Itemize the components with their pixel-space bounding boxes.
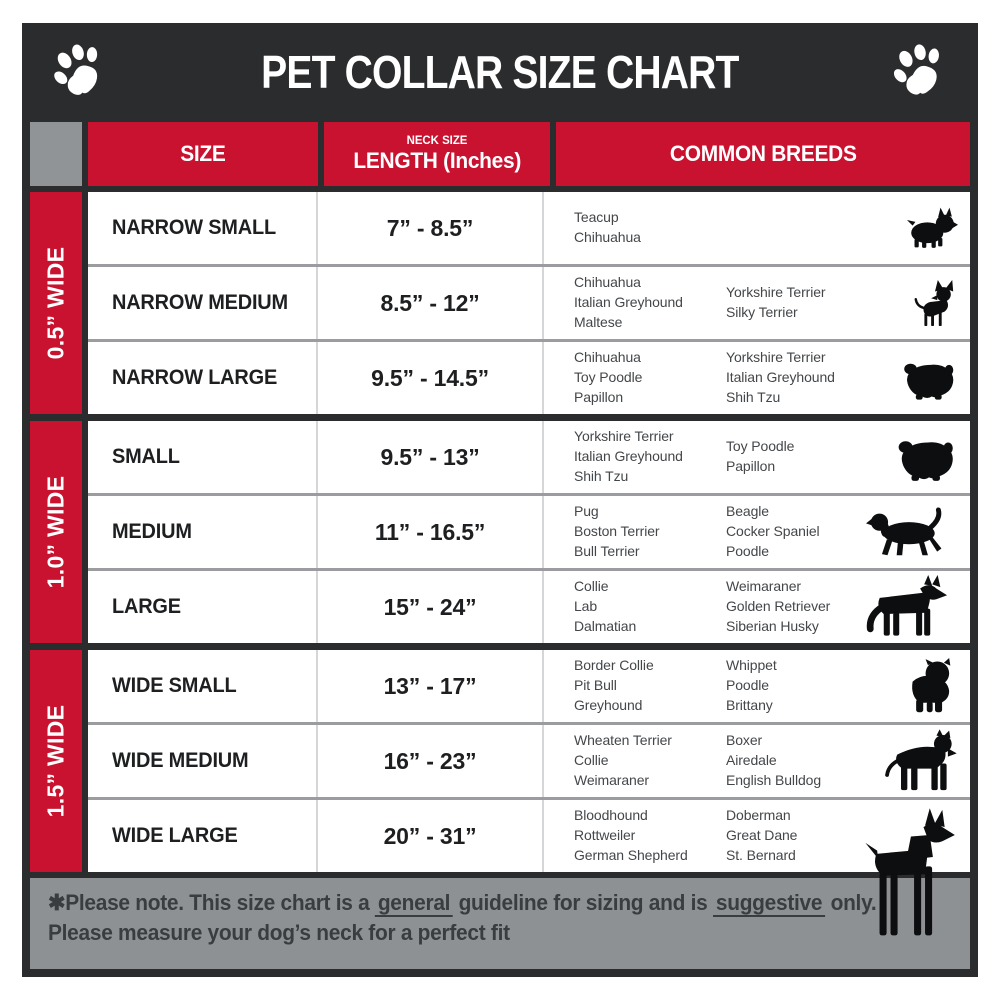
breed-name: Chihuahua xyxy=(574,349,641,366)
breed-name: Cocker Spaniel xyxy=(726,523,820,540)
breed-name: Silky Terrier xyxy=(726,304,798,320)
size-header-label: SIZE xyxy=(180,141,226,166)
table-row-small xyxy=(88,421,970,493)
length-cell xyxy=(318,267,544,339)
breed-list-secondary xyxy=(726,656,777,716)
breed-name: Boxer xyxy=(726,732,763,749)
breed-name: Weimaraner xyxy=(574,771,649,788)
bulldog-icon xyxy=(902,657,958,715)
note-underlined-suggestive: suggestive xyxy=(713,890,825,917)
size-label: MEDIUM xyxy=(112,520,192,543)
breed-list-secondary xyxy=(726,502,820,562)
neck-length-value: 11” - 16.5” xyxy=(374,518,486,545)
breed-list-primary xyxy=(574,273,726,333)
size-label: WIDE SMALL xyxy=(112,674,237,697)
neck-length-value: 8.5” - 12” xyxy=(380,289,480,316)
width-rail xyxy=(30,650,82,872)
size-cell xyxy=(88,342,318,414)
breed-name: Collie xyxy=(574,578,609,595)
breed-list-secondary xyxy=(726,283,825,323)
pit-bull-icon xyxy=(882,727,958,795)
breed-list-secondary xyxy=(726,731,821,791)
breed-name: Brittany xyxy=(726,696,773,713)
breed-name: Weimaraner xyxy=(726,578,801,595)
width-rail-label: 1.5” WIDE xyxy=(42,704,69,818)
table-row-wide-large xyxy=(88,800,970,872)
breed-name: Pug xyxy=(574,503,599,520)
breed-name: Siberian Husky xyxy=(726,617,819,634)
width-rail-label: 1.0” WIDE xyxy=(42,475,69,589)
size-cell xyxy=(88,725,318,797)
title-bar xyxy=(30,23,970,120)
length-inches-label: LENGTH (Inches) xyxy=(353,147,521,173)
breed-name: Golden Retriever xyxy=(726,598,831,615)
neck-length-value: 9.5” - 13” xyxy=(380,443,480,470)
breeds-cell xyxy=(544,496,970,568)
width-rail xyxy=(30,192,82,414)
width-rail xyxy=(30,421,82,643)
breed-name: Toy Poodle xyxy=(574,369,643,386)
breeds-cell xyxy=(544,800,970,872)
header-corner-cell xyxy=(30,122,82,186)
size-cell xyxy=(88,192,318,264)
footer-note xyxy=(30,878,970,969)
group-rows xyxy=(88,421,970,643)
breed-list-primary xyxy=(574,806,726,866)
breed-list-secondary xyxy=(726,437,794,477)
size-label: SMALL xyxy=(112,445,180,468)
width-rail-label: 0.5” WIDE xyxy=(42,246,69,360)
length-cell xyxy=(318,342,544,414)
breed-name: Greyhound xyxy=(574,696,643,713)
table-row-medium xyxy=(88,496,970,568)
breed-list-primary xyxy=(574,577,726,637)
neck-length-value: 7” - 8.5” xyxy=(386,214,474,241)
breed-name: Italian Greyhound xyxy=(726,369,835,386)
length-cell xyxy=(318,571,544,643)
neck-length-value: 13” - 17” xyxy=(383,672,477,699)
shih-tzu-icon xyxy=(900,354,958,402)
breed-name: Pit Bull xyxy=(574,677,617,694)
neck-length-value: 9.5” - 14.5” xyxy=(371,364,489,391)
column-header-common-breeds xyxy=(556,122,970,186)
size-cell xyxy=(88,421,318,493)
breed-list-primary xyxy=(574,348,726,408)
note-text: guideline for sizing and is xyxy=(458,890,708,915)
length-cell xyxy=(318,192,544,264)
footer-note-line-1 xyxy=(48,890,950,916)
breed-name: Maltese xyxy=(574,313,623,330)
breed-name: Toy Poodle xyxy=(726,438,795,455)
size-group-0-5-wide xyxy=(30,192,970,414)
breeds-cell xyxy=(544,267,970,339)
breed-name: Papillon xyxy=(574,388,624,405)
group-rows xyxy=(88,192,970,414)
breeds-cell xyxy=(544,650,970,722)
length-cell xyxy=(318,421,544,493)
table-row-narrow-medium xyxy=(88,267,970,339)
breed-list-secondary xyxy=(726,348,835,408)
length-cell xyxy=(318,725,544,797)
breed-name: Teacup xyxy=(574,209,619,226)
table-row-large xyxy=(88,571,970,643)
breed-name: Boston Terrier xyxy=(574,523,660,540)
breed-name: Collie xyxy=(574,752,609,769)
size-group-1-0-wide xyxy=(30,421,970,643)
breed-name: Dalmatian xyxy=(574,617,637,634)
breed-name: Lab xyxy=(574,598,598,615)
breed-name: Shih Tzu xyxy=(574,467,629,484)
table-row-narrow-small xyxy=(88,192,970,264)
breed-list-primary xyxy=(574,731,726,791)
table-body xyxy=(30,192,970,872)
table-row-wide-small xyxy=(88,650,970,722)
breed-name: Italian Greyhound xyxy=(574,448,683,465)
page-title: PET COLLAR SIZE CHART xyxy=(261,45,739,98)
breed-name: Beagle xyxy=(726,503,769,520)
size-label: WIDE LARGE xyxy=(112,824,238,847)
breed-name: Yorkshire Terrier xyxy=(574,428,674,445)
breed-list-primary xyxy=(574,427,726,487)
pet-collar-size-chart xyxy=(22,23,978,977)
breeds-cell xyxy=(544,192,970,264)
breed-name: Bloodhound xyxy=(574,807,648,824)
beagle-icon xyxy=(866,507,958,557)
breed-list-primary xyxy=(574,502,726,562)
german-shepherd-icon xyxy=(858,575,958,639)
chihuahua-icon xyxy=(910,277,958,329)
breed-name: Yorkshire Terrier xyxy=(726,349,826,366)
column-header-size xyxy=(88,122,318,186)
breed-list-primary xyxy=(574,208,726,248)
breed-name: Airedale xyxy=(726,752,777,769)
breed-name: German Shepherd xyxy=(574,846,688,863)
doberman-icon xyxy=(856,804,958,946)
table-row-wide-medium xyxy=(88,725,970,797)
length-cell xyxy=(318,496,544,568)
table-row-narrow-large xyxy=(88,342,970,414)
size-cell xyxy=(88,800,318,872)
size-cell xyxy=(88,496,318,568)
breed-name: Doberman xyxy=(726,807,791,824)
breed-name: Chihuahua xyxy=(574,274,641,291)
neck-length-value: 20” - 31” xyxy=(383,822,477,849)
size-label: LARGE xyxy=(112,595,181,618)
footer-note-line-2: Please measure your dog’s neck for a perfect fit xyxy=(48,920,510,945)
size-group-1-5-wide xyxy=(30,650,970,872)
breed-name: St. Bernard xyxy=(726,846,796,863)
table-header-row xyxy=(30,122,970,186)
breed-name: Papillon xyxy=(726,458,776,474)
note-text: only. xyxy=(830,890,877,915)
breed-list-secondary xyxy=(726,806,797,866)
paw-icon xyxy=(888,40,951,103)
note-underlined-general: general xyxy=(375,890,453,917)
breed-name: Italian Greyhound xyxy=(574,294,683,311)
breed-list-primary xyxy=(574,656,726,716)
breed-name: Poodle xyxy=(726,542,769,559)
breeds-cell xyxy=(544,342,970,414)
common-breeds-label: COMMON BREEDS xyxy=(669,141,857,166)
length-cell xyxy=(318,650,544,722)
neck-length-value: 15” - 24” xyxy=(383,593,477,620)
breed-name: Bull Terrier xyxy=(574,542,640,559)
size-label: NARROW SMALL xyxy=(112,216,276,239)
size-label: NARROW LARGE xyxy=(112,366,278,389)
paw-icon xyxy=(46,38,114,106)
breeds-cell xyxy=(544,571,970,643)
breed-name: Whippet xyxy=(726,657,777,674)
note-text: ✱Please note. This size chart is a xyxy=(48,890,370,915)
column-header-neck-length xyxy=(324,122,550,186)
breed-name: Great Dane xyxy=(726,827,798,844)
size-label: WIDE MEDIUM xyxy=(112,749,249,772)
group-rows xyxy=(88,650,970,872)
neck-size-label: NECK SIZE xyxy=(406,133,468,148)
breed-name: Poodle xyxy=(726,677,769,694)
breed-name: English Bulldog xyxy=(726,771,822,788)
size-label: NARROW MEDIUM xyxy=(112,291,288,314)
pekingese-icon xyxy=(894,430,958,484)
neck-length-value: 16” - 23” xyxy=(383,747,477,774)
breed-name: Yorkshire Terrier xyxy=(726,284,826,301)
yorkshire-terrier-icon xyxy=(906,206,958,250)
breed-name: Chihuahua xyxy=(574,229,641,245)
breed-list-secondary xyxy=(726,577,830,637)
breed-name: Shih Tzu xyxy=(726,388,781,405)
breeds-cell xyxy=(544,725,970,797)
breed-name: Border Collie xyxy=(574,657,654,674)
size-cell xyxy=(88,571,318,643)
breed-name: Rottweiler xyxy=(574,827,636,844)
length-cell xyxy=(318,800,544,872)
breeds-cell xyxy=(544,421,970,493)
size-cell xyxy=(88,650,318,722)
breed-name: Wheaten Terrier xyxy=(574,732,672,749)
size-cell xyxy=(88,267,318,339)
